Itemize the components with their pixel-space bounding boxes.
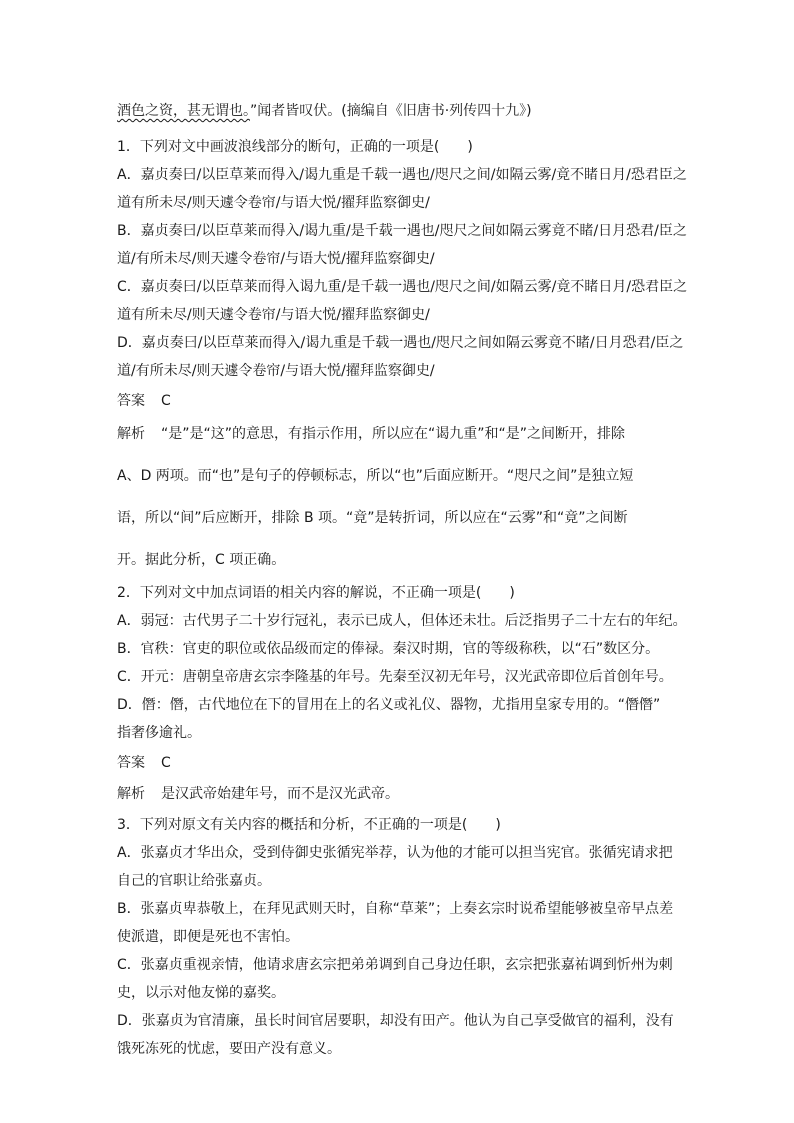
question-3-option-c [117, 951, 677, 1007]
option-line: A．嘉贞奏曰/以臣草莱而得入/谒九重是千载一遇也/咫尺之间/如隔云雾/竟不睹日月/恐君臣之 [117, 167, 687, 183]
document-page [117, 97, 688, 1063]
wavy-underlined-text: 酒色之资，甚无谓也。 [117, 103, 250, 119]
option-line: 饿死冻死的忧虑，要田产没有意义。 [117, 1041, 341, 1057]
option-line: 使派遣，即便是死也不害怕。 [117, 929, 299, 945]
option-line: 指奢侈逾礼。 [117, 725, 201, 741]
option-line: 道/有所未尽/则天遽令卷帘/与语大悦/擢拜监察御史/ [117, 251, 435, 267]
analysis-line-1 [117, 417, 677, 451]
question-3-stem: 3．下列对原文有关内容的概括和分析，不正确的一项是( ) [117, 817, 501, 833]
question-1-option-c [117, 273, 688, 329]
option-line: 史，以示对他友悌的嘉奖。 [117, 985, 285, 1001]
option-line: B．嘉贞奏曰/以臣草莱而得入/谒九重/是千载一遇也/咫尺之间如隔云雾竟不睹/日月恐君/臣之 [117, 223, 687, 239]
intro-line [117, 97, 677, 125]
question-3 [117, 811, 677, 1063]
question-2 [117, 579, 687, 811]
option-line: C．张嘉贞重视亲情，他请求唐玄宗把弟弟调到自己身边任职，玄宗把张嘉祐调到忻州为刺 [117, 957, 673, 973]
option-line: D．僭：僭，古代地位在下的冒用在上的名义或礼仪、器物，尤指用皇家专用的。“僭僭” [117, 697, 661, 713]
question-1-analysis [117, 417, 677, 577]
option-line: B．张嘉贞卑恭敬上，在拜见武则天时，自称“草莱”；上奏玄宗时说希望能够被皇帝早点差 [117, 901, 674, 917]
option-line: A．张嘉贞才华出众，受到侍御史张循宪举荐，认为他的才能可以担当宪官。张循宪请求把 [117, 845, 673, 861]
option-line: 道有所未尽/则天遽令卷帘/与语大悦/擢拜监察御史/ [117, 307, 430, 323]
analysis-line-4: 开。据此分析，C 项正确。 [117, 552, 286, 568]
analysis-line-2: A、D 两项。而“也”是句子的停顿标志，所以“也”后面应断开。“咫尺之间”是独立短 [117, 468, 634, 484]
option-line: 自己的官职让给张嘉贞。 [117, 873, 271, 889]
answer-value: C [161, 755, 171, 771]
question-1-option-d [117, 329, 684, 385]
question-2-option-b: B．官秩：官吏的职位或依品级而定的俸禄。秦汉时期，官的等级称秩，以“石”数区分。 [117, 641, 660, 657]
option-line: 道有所未尽/则天遽令卷帘/与语大悦/擢拜监察御史/ [117, 195, 430, 211]
question-1-option-b [117, 217, 687, 273]
question-1-stem: 1．下列对文中画波浪线部分的断句，正确的一项是( ) [117, 139, 473, 155]
question-2-option-d [117, 691, 677, 747]
option-line: C．嘉贞奏曰/以臣草莱而得入谒九重/是千载一遇也/咫尺之间/如隔云雾/竟不睹日月/恐君臣之 [117, 279, 688, 295]
answer-label: 答案 [117, 755, 145, 771]
question-2-stem: 2．下列对文中加点词语的相关内容的解说，不正确一项是( ) [117, 585, 515, 601]
option-line: D．嘉贞奏曰/以臣草莱而得入/谒九重是千载一遇也/咫尺之间如隔云雾竟不睹/日月恐君/臣之 [117, 335, 684, 351]
analysis-text: 是汉武帝始建年号，而不是汉光武帝。 [161, 786, 399, 802]
question-3-option-b [117, 895, 677, 951]
option-line: D．张嘉贞为官清廉，虽长时间官居要职，却没有田产。他认为自己享受做官的福利，没有 [117, 1013, 674, 1029]
analysis-line-3: 语，所以“间”后应断开，排除 B 项。“竟”是转折词，所以应在“云雾”和“竟”之间断 [117, 510, 628, 526]
question-2-analysis [117, 777, 677, 811]
question-3-option-d [117, 1007, 677, 1063]
analysis-label: 解析 [117, 786, 145, 802]
question-1-answer [117, 387, 677, 415]
answer-label: 答案 [117, 393, 145, 409]
analysis-label: 解析 [117, 426, 145, 442]
question-1 [117, 133, 688, 577]
question-1-option-a [117, 161, 687, 217]
question-2-answer [117, 749, 677, 777]
question-2-option-a: A．弱冠：古代男子二十岁行冠礼，表示已成人，但体还未壮。后泛指男子二十左右的年纪。 [117, 613, 687, 629]
answer-value: C [161, 393, 171, 409]
question-3-option-a [117, 839, 677, 895]
option-line: 道/有所未尽/则天遽令卷帘/与语大悦/擢拜监察御史/ [117, 363, 435, 379]
question-2-option-c: C．开元：唐朝皇帝唐玄宗李隆基的年号。先秦至汉初无年号，汉光武帝即位后首创年号。 [117, 669, 673, 685]
intro-rest: ”闻者皆叹伏。(摘编自《旧唐书·列传四十九》) [250, 103, 532, 119]
analysis-text: “是”是“这”的意思，有指示作用，所以应在“谒九重”和“是”之间断开，排除 [161, 426, 626, 442]
